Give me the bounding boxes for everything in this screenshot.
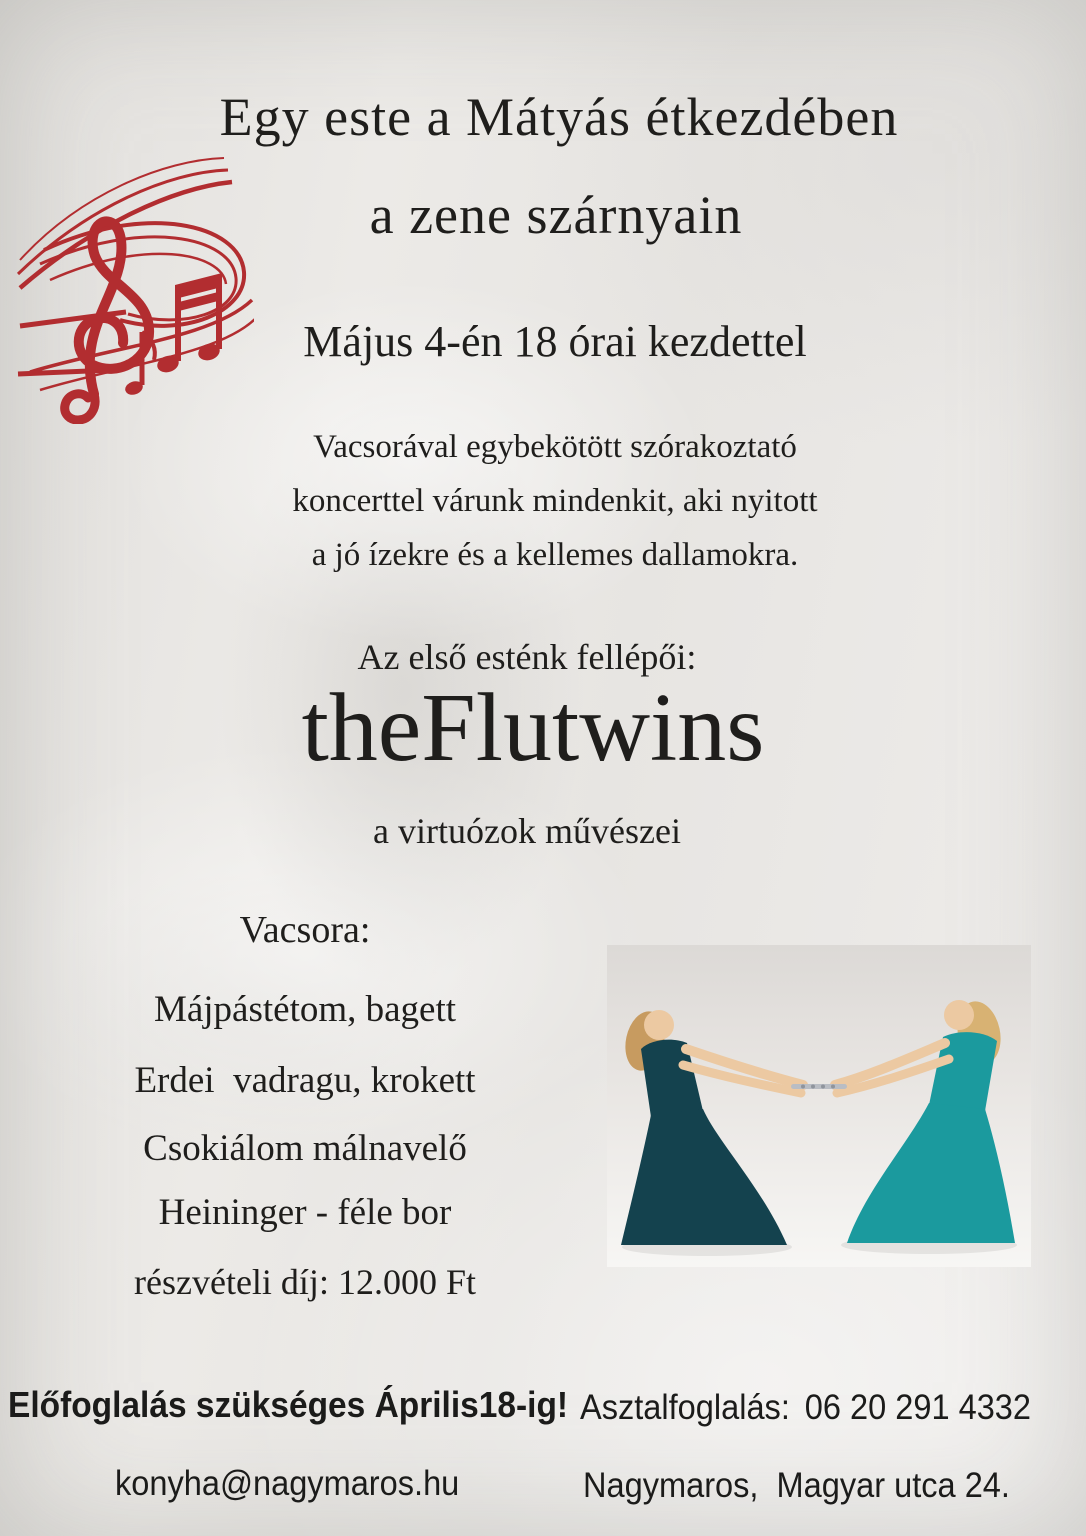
performers-tagline: a virtuózok művészei	[373, 811, 681, 851]
intro-line: koncerttel várunk mindenkit, aki nyitott	[292, 483, 818, 519]
intro-paragraph	[12, 420, 1086, 582]
venue-address: Nagymaros, Magyar utca 24.	[583, 1466, 1010, 1505]
reservation-phone: 06 20 291 4332	[804, 1388, 1032, 1427]
intro-line: Vacsorával egybekötött szórakoztató	[313, 429, 797, 465]
performers-photo	[607, 945, 1031, 1267]
flute-icon	[791, 1084, 847, 1089]
intro-line: a jó ízekre és a kellemes dallamokra.	[311, 537, 799, 573]
menu-item: Heininger - féle bor	[158, 1192, 452, 1233]
poster-title-line1: Egy este a Mátyás étkezdében	[219, 87, 899, 147]
menu-item: Csokiálom málnavelő	[143, 1128, 467, 1169]
music-notes-icon	[16, 132, 254, 424]
reservation-row	[580, 1388, 1031, 1428]
booking-deadline: Előfoglalás szükséges Április18-ig!	[8, 1384, 569, 1425]
price-line: részvételi díj: 12.000 Ft	[134, 1262, 476, 1302]
reservation-label: Asztalfoglalás:	[580, 1388, 790, 1427]
performers-name: theFlutwins	[301, 674, 765, 782]
performers-intro: Az első esténk fellépői:	[357, 637, 697, 677]
menu-heading: Vacsora:	[239, 909, 371, 951]
event-date: Május 4-én 18 órai kezdettel	[303, 317, 807, 366]
contact-email: konyha@nagymaros.hu	[115, 1464, 460, 1503]
menu-item: Májpástétom, bagett	[153, 989, 457, 1030]
menu-item: Erdei vadragu, krokett	[134, 1060, 476, 1101]
poster-title-line2: a zene szárnyain	[369, 185, 743, 245]
